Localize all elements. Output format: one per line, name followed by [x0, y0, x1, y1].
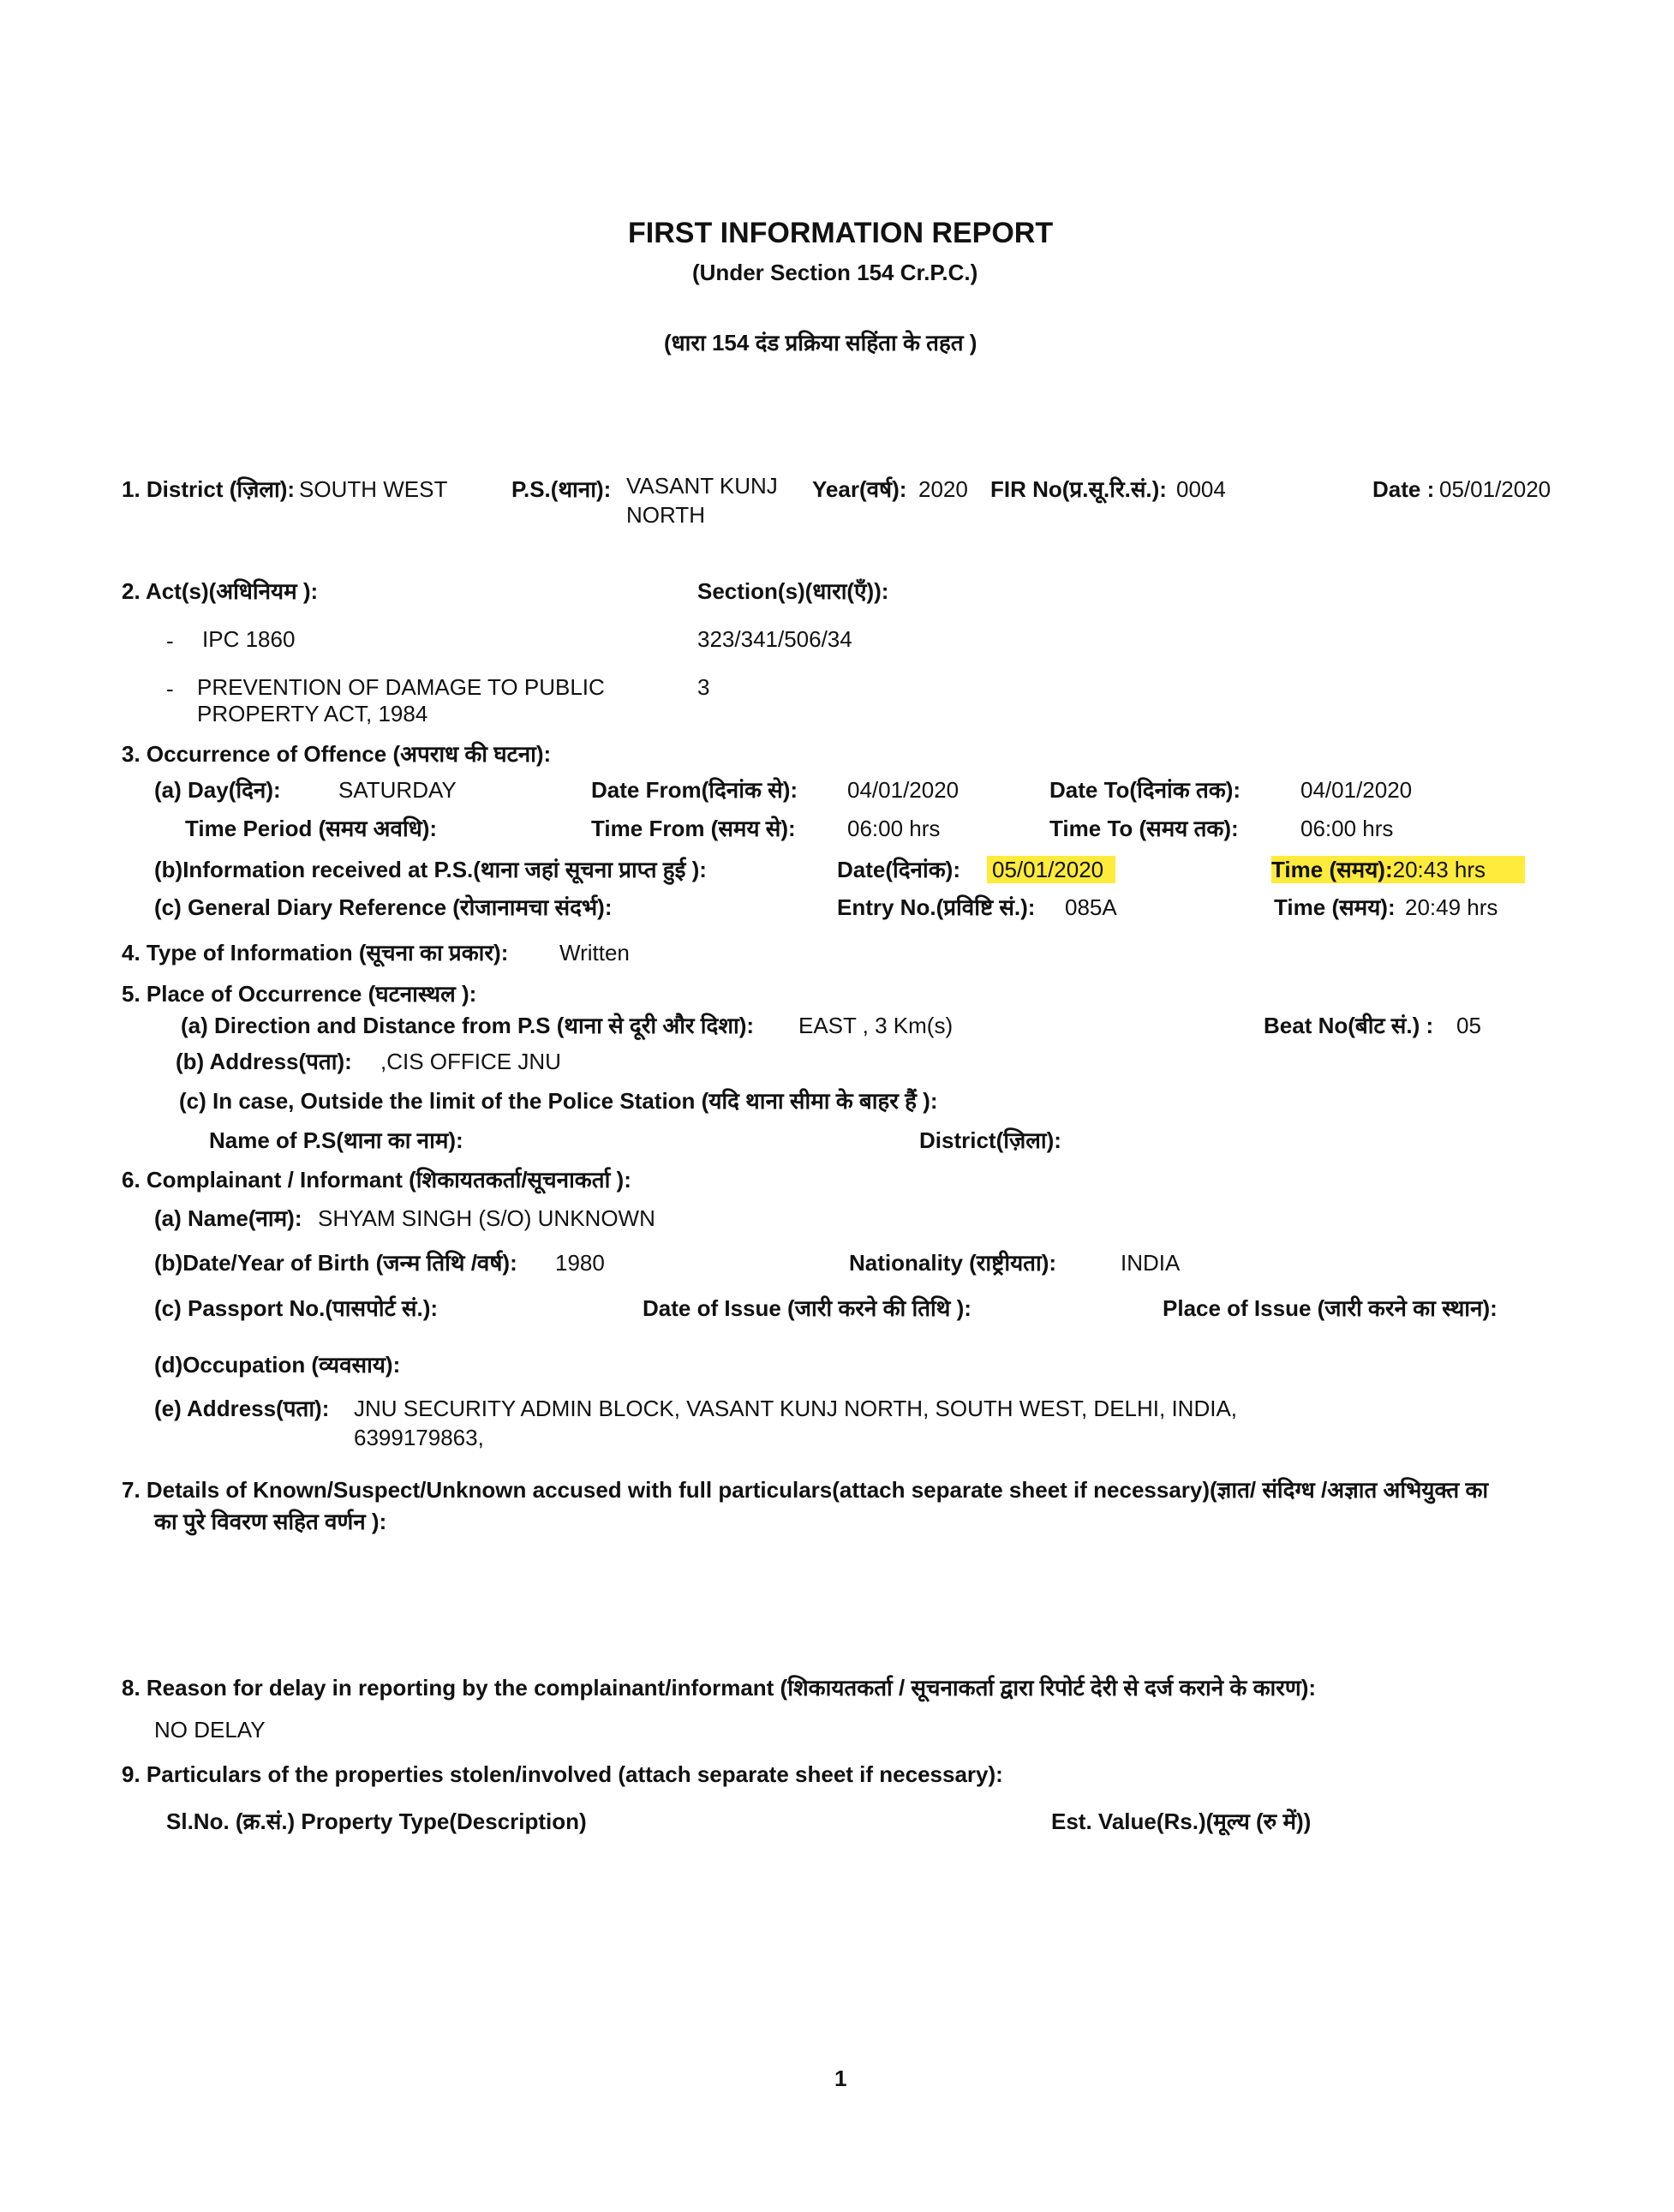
place-address-value: ,CIS OFFICE JNU — [380, 1049, 561, 1074]
entry-number-value: 085A — [1065, 894, 1117, 920]
time-from-label: Time From (समय से): — [591, 816, 796, 841]
info-date-label: Date(दिनांक): — [837, 857, 961, 882]
issue-date-label: Date of Issue (जारी करने की तिथि ): — [643, 1295, 972, 1321]
day-value: SATURDAY — [338, 777, 457, 803]
delay-reason-label: 8. Reason for delay in reporting by the complainant/informant (शिकायतकर्ता / सूचनाकर्ता द्वारा रिपोर्ट देरी से दर्ज कराने के कारण): — [122, 1675, 1317, 1701]
act-name-continued: PROPERTY ACT, 1984 — [197, 701, 428, 726]
date-to-value: 04/01/2020 — [1300, 777, 1413, 803]
date-to-label: Date To(दिनांक तक): — [1049, 777, 1241, 803]
year-label: Year(वर्ष): — [812, 476, 907, 502]
info-time-label: Time (समय): — [1271, 857, 1393, 882]
district-value: SOUTH WEST — [299, 476, 448, 502]
time-to-label: Time To (समय तक): — [1049, 816, 1239, 841]
accused-details-label: 7. Details of Known/Suspect/Unknown accused with full particulars(attach separate sheet if necessary)(ज्ञात/ संदिग्ध /अज्ञात अभियुक्त का — [122, 1477, 1489, 1503]
complainant-address-value-continued: 6399179863, — [354, 1425, 484, 1450]
outside-ps-name-label: Name of P.S(थाना का नाम): — [209, 1127, 463, 1153]
diary-time-label: Time (समय): — [1274, 894, 1396, 920]
accused-details-label-continued: का पुरे विवरण सहित वर्णन ): — [154, 1509, 387, 1534]
occupation-label: (d)Occupation (व्यवसाय): — [154, 1352, 401, 1378]
direction-value: EAST , 3 Km(s) — [798, 1013, 954, 1038]
direction-label: (a) Direction and Distance from P.S (थाना से दूरी और दिशा): — [181, 1013, 755, 1038]
diary-time-value: 20:49 hrs — [1405, 894, 1498, 920]
fir-number-value: 0004 — [1176, 476, 1226, 502]
occurrence-label: 3. Occurrence of Offence (अपराध की घटना): — [122, 741, 552, 767]
complainant-address-label: (e) Address(पता): — [154, 1396, 330, 1421]
sections-label: Section(s)(धारा(एँ)): — [697, 578, 889, 604]
act-name: IPC 1860 — [202, 626, 296, 652]
outside-district-label: District(ज़िला): — [919, 1127, 1061, 1153]
property-table-header-description: Sl.No. (क्र.सं.) Property Type(Description) — [166, 1808, 587, 1834]
beat-label: Beat No(बीट सं.) : — [1264, 1013, 1434, 1038]
complainant-address-value: JNU SECURITY ADMIN BLOCK, VASANT KUNJ NORTH, SOUTH WEST, DELHI, INDIA, — [354, 1396, 1238, 1421]
birth-label: (b)Date/Year of Birth (जन्म तिथि /वर्ष): — [154, 1250, 517, 1276]
act-dash: - — [166, 676, 174, 702]
birth-value: 1980 — [555, 1250, 605, 1276]
nationality-label: Nationality (राष्ट्रीयता): — [849, 1250, 1057, 1276]
police-station-value-line1: VASANT KUNJ — [626, 473, 778, 499]
entry-number-label: Entry No.(प्रविष्टि सं.): — [837, 894, 1036, 920]
general-diary-label: (c) General Diary Reference (रोजानामचा संदर्भ): — [154, 894, 613, 920]
delay-reason-value: NO DELAY — [154, 1717, 266, 1743]
report-title: FIRST INFORMATION REPORT — [628, 217, 1054, 249]
police-station-label: P.S.(थाना): — [511, 476, 612, 502]
info-received-label: (b)Information received at P.S.(थाना जहां सूचना प्राप्त हुई ): — [154, 857, 707, 882]
act-section: 323/341/506/34 — [697, 626, 852, 652]
issue-place-label: Place of Issue (जारी करने का स्थान): — [1163, 1295, 1498, 1321]
time-from-value: 06:00 hrs — [847, 816, 941, 841]
beat-value: 05 — [1456, 1013, 1481, 1038]
act-name: PREVENTION OF DAMAGE TO PUBLIC — [197, 674, 605, 700]
police-station-value-line2: NORTH — [626, 502, 705, 528]
complainant-label: 6. Complainant / Informant (शिकायतकर्ता/सूचनाकर्ता ): — [122, 1167, 631, 1193]
info-date-value: 05/01/2020 — [987, 856, 1115, 883]
properties-label: 9. Particulars of the properties stolen/involved (attach separate sheet if necessary): — [122, 1761, 1003, 1787]
report-date-label: Date : — [1372, 476, 1435, 502]
page-number: 1 — [834, 2066, 847, 2091]
date-from-label: Date From(दिनांक से): — [591, 777, 798, 803]
place-address-label: (b) Address(पता): — [176, 1049, 352, 1074]
report-subtitle-hindi: (धारा 154 दंड प्रक्रिया सहिंता के तहत ) — [664, 330, 977, 356]
info-type-value: Written — [559, 940, 630, 966]
info-time-highlight — [1271, 856, 1525, 883]
place-label: 5. Place of Occurrence (घटनास्थल ): — [122, 981, 477, 1007]
nationality-value: INDIA — [1121, 1250, 1181, 1276]
complainant-name-value: SHYAM SINGH (S/O) UNKNOWN — [318, 1205, 655, 1231]
report-date-value: 05/01/2020 — [1439, 476, 1551, 502]
act-section: 3 — [697, 674, 710, 700]
time-period-label: Time Period (समय अवधि): — [185, 816, 438, 841]
passport-label: (c) Passport No.(पासपोर्ट सं.): — [154, 1295, 439, 1321]
report-subtitle: (Under Section 154 Cr.P.C.) — [692, 260, 978, 285]
day-label: (a) Day(दिन): — [154, 777, 281, 803]
fir-number-label: FIR No(प्र.सू.रि.सं.): — [990, 476, 1167, 502]
info-time-value: 20:43 hrs — [1392, 857, 1486, 882]
year-value: 2020 — [918, 476, 968, 502]
acts-label: 2. Act(s)(अधिनियम ): — [122, 578, 319, 604]
date-from-value: 04/01/2020 — [847, 777, 960, 803]
outside-limit-label: (c) In case, Outside the limit of the Police Station (यदि थाना सीमा के बाहर हैं ): — [179, 1088, 938, 1114]
complainant-name-label: (a) Name(नाम): — [154, 1205, 302, 1231]
district-label: 1. District (ज़िला): — [122, 476, 296, 502]
info-type-label: 4. Type of Information (सूचना का प्रकार): — [122, 940, 509, 966]
property-table-header-value: Est. Value(Rs.)(मूल्य (रु में)) — [1051, 1808, 1312, 1834]
act-dash: - — [166, 628, 174, 654]
time-to-value: 06:00 hrs — [1300, 816, 1394, 841]
